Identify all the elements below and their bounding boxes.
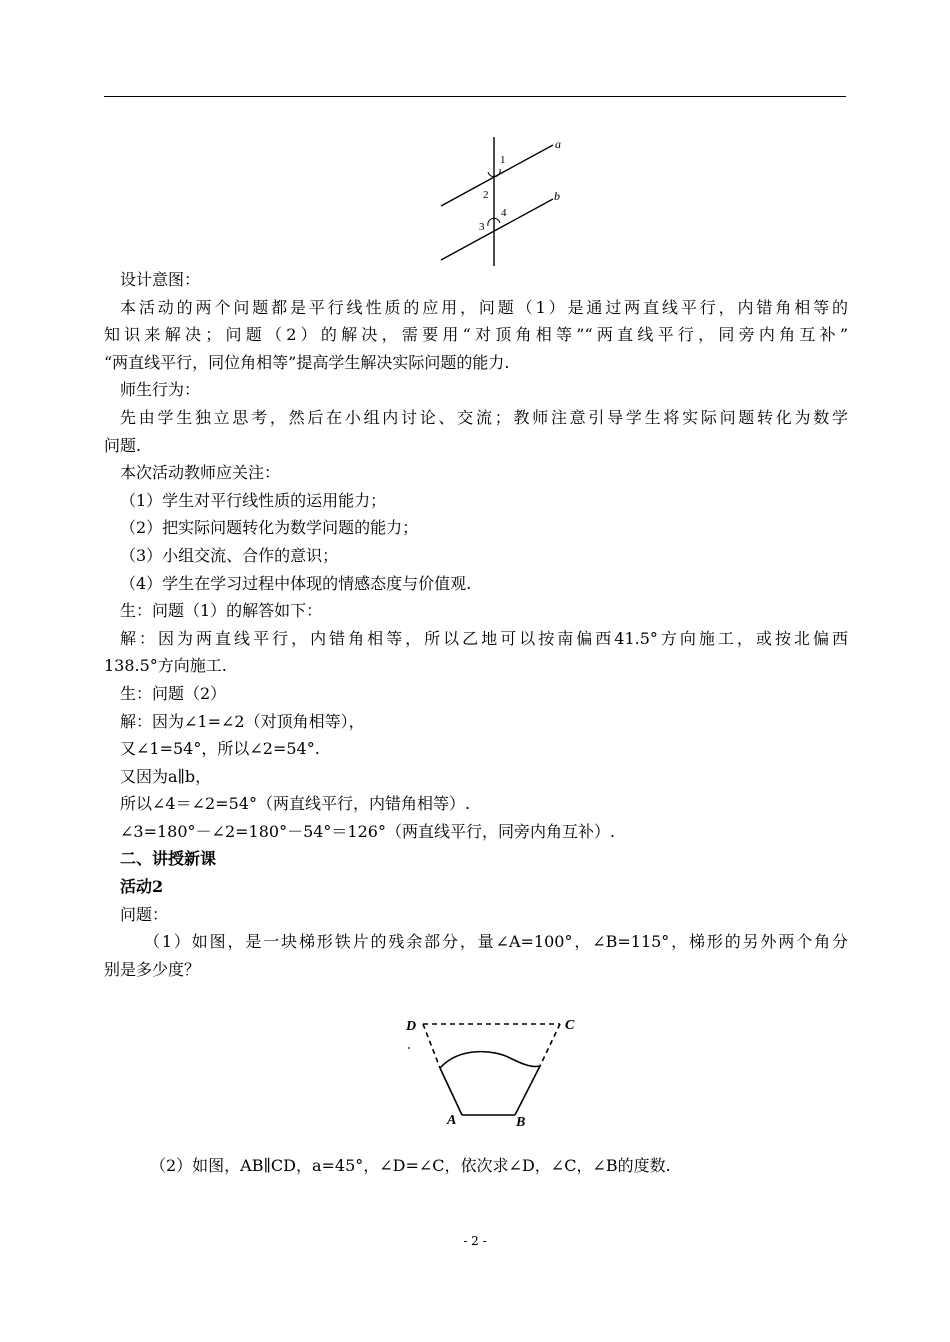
vertex-d-label: D: [406, 1019, 417, 1034]
question2-text: （2）如图，AB∥CD，a=45°，∠D=∠C，依次求∠D，∠C，∠B的度数.: [150, 1156, 671, 1175]
vertex-a-label: A: [447, 1113, 457, 1128]
answer1-line: 138.5°方向施工.: [104, 656, 227, 676]
angle-2-label: 2: [483, 189, 489, 201]
behavior-title: 师生行为：: [120, 380, 201, 400]
label-b: b: [554, 189, 560, 203]
question1-line: 别是多少度？: [104, 959, 201, 979]
focus-item: （3）小组交流、合作的意识；: [120, 545, 339, 565]
parallel-lines-figure: [430, 132, 580, 270]
angle-4-label: 4: [501, 207, 507, 219]
focus-item: （4）学生在学习过程中体现的情感态度与价值观.: [120, 573, 472, 593]
answer2-line: 解：因为∠1=∠2（对顶角相等），: [120, 711, 365, 731]
section-heading: 二、讲授新课: [120, 849, 217, 869]
focus-item: （1）学生对平行线性质的运用能力；: [120, 490, 387, 510]
vertex-c-label: C: [565, 1018, 575, 1033]
question1-line: （1）如图，是一块梯形铁片的残余部分，量∠A=100°，∠B=115°，梯形的另外两个角分: [144, 932, 848, 952]
answer1-title: 生：问题（1）的解答如下：: [120, 601, 323, 621]
answer2-line: 又因为a∥b，: [120, 766, 212, 786]
answer2-line: ∠3=180°－∠2=180°－54°＝126°（两直线平行，同旁内角互补）.: [120, 821, 616, 841]
answer1-line: 解：因为两直线平行，内错角相等，所以乙地可以按南偏西41.5°方向施工，或按北偏西: [120, 628, 848, 648]
answer2-line: 所以∠4＝∠2=54°（两直线平行，内错角相等）.: [120, 794, 471, 814]
behavior-line: 问题.: [104, 435, 142, 455]
angle-3-label: 3: [479, 221, 485, 233]
vertex-b-label: B: [516, 1115, 526, 1130]
focus-item: （2）把实际问题转化为数学问题的能力；: [120, 518, 419, 538]
design-intent-title: 设计意图：: [120, 270, 201, 289]
design-intent-line: “两直线平行，同位角相等”提高学生解决实际问题的能力.: [104, 352, 510, 372]
header-rule: [104, 96, 846, 97]
focus-title: 本次活动教师应关注：: [120, 463, 281, 483]
behavior-line: 先由学生独立思考，然后在小组内讨论、交流；教师注意引导学生将实际问题转化为数学: [120, 407, 848, 427]
activity-heading: 活动2: [120, 877, 164, 897]
main-text: [104, 266, 848, 983]
design-intent-line: 本活动的两个问题都是平行线性质的应用，问题（1）是通过两直线平行，内错角相等的: [120, 297, 848, 317]
trapezoid-figure: [400, 1012, 590, 1134]
answer2-title: 生：问题（2）: [120, 683, 227, 703]
page-number: - 2 -: [463, 1234, 487, 1248]
question-label: 问题：: [120, 904, 169, 924]
design-intent-line: 知识来解决；问题（2）的解决，需要用“对顶角相等”“两直线平行，同旁内角互补”: [104, 325, 848, 345]
answer2-line: 又∠1=54°，所以∠2=54°.: [120, 739, 320, 759]
angle-1-label: 1: [500, 154, 506, 166]
label-a: a: [555, 137, 561, 151]
